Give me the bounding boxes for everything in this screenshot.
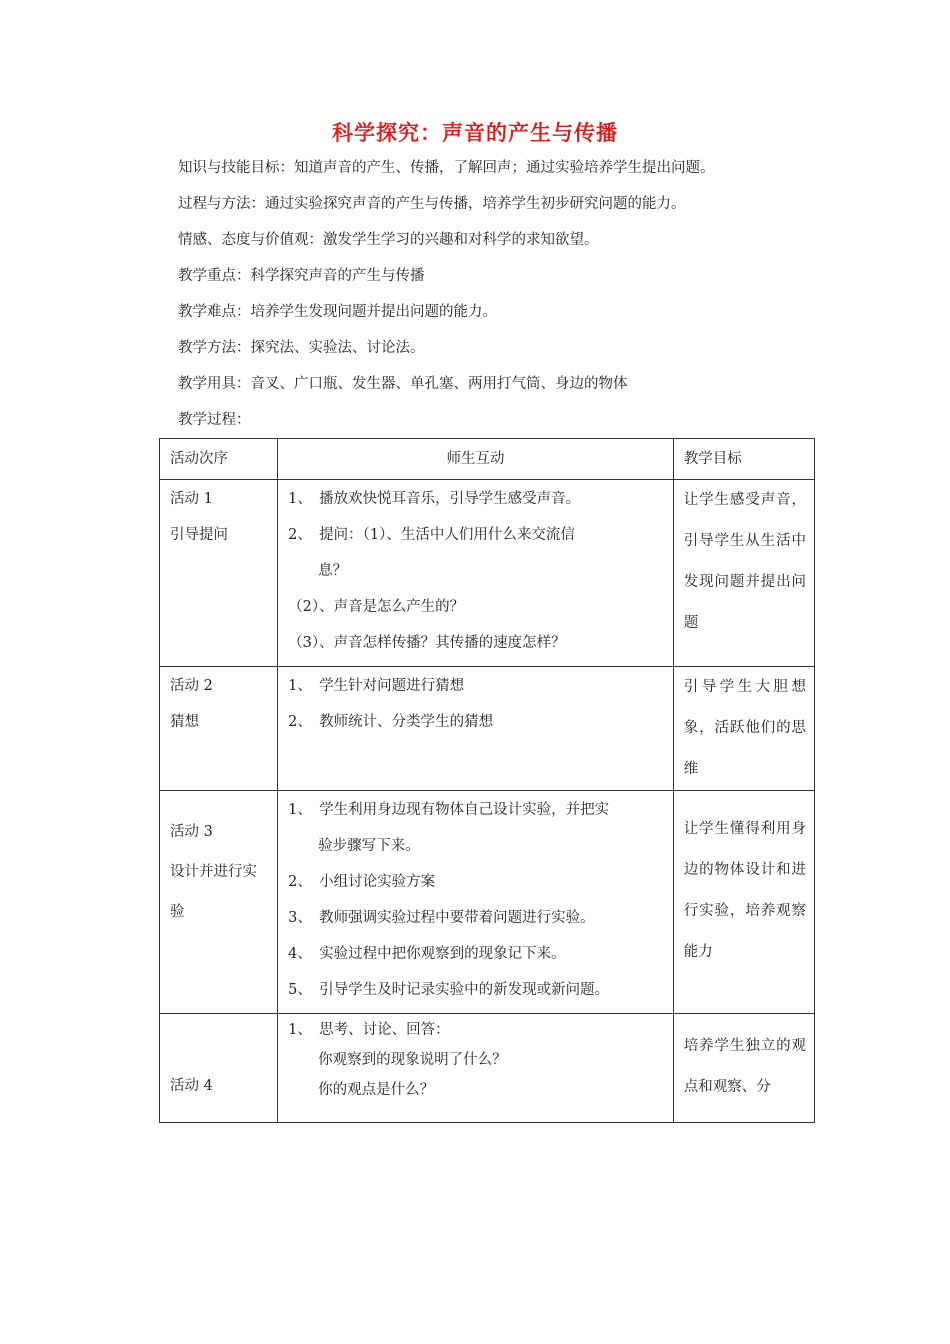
table-row: [160, 667, 815, 791]
table-row: [160, 1014, 815, 1123]
activity-number: 活动 2: [170, 678, 213, 694]
interaction-line: 5、 引导学生及时记录实验中的新发现或新问题。: [288, 982, 610, 998]
activity-cell: [160, 667, 278, 791]
objective-attitude: 情感、态度与价值观：激发学生学习的兴趣和对科学的求知欲望。: [178, 232, 599, 248]
activity-name: 引导提问: [170, 527, 228, 543]
goal-cell: [673, 1014, 814, 1123]
interaction-line: 2、 提问：（1）、生活中人们用什么来交流信: [288, 527, 575, 543]
interaction-line: 你观察到的现象说明了什么？: [318, 1052, 507, 1068]
objective-process: 过程与方法：通过实验探究声音的产生与传播，培养学生初步研究问题的能力。: [178, 196, 686, 212]
teaching-key-point: 教学重点：科学探究声音的产生与传播: [178, 268, 425, 284]
activity-cell: [160, 791, 278, 1014]
goal-cell: [673, 791, 814, 1014]
interaction-cell: [278, 667, 674, 791]
interaction-line: 息？: [318, 563, 348, 579]
goal-cell: [673, 480, 814, 667]
lesson-table: [159, 438, 815, 1123]
objective-knowledge: 知识与技能目标：知道声音的产生、传播，了解回声；通过实验培养学生提出问题。: [178, 160, 715, 176]
header-activity: 活动次序: [160, 439, 278, 480]
table-row: [160, 480, 815, 667]
teaching-difficulty: 教学难点：培养学生发现问题并提出问题的能力。: [178, 304, 497, 320]
interaction-line: 2、 教师统计、分类学生的猜想: [288, 714, 494, 730]
goal-text: 引导学生大胆想象，活跃他们的思维: [683, 679, 806, 777]
goal-text: 培养学生独立的观点和观察、分: [683, 1038, 806, 1095]
interaction-cell: [278, 1014, 674, 1123]
header-goal: 教学目标: [673, 439, 814, 480]
interaction-line: 1、 学生利用身边现有物体自己设计实验，并把实: [288, 802, 610, 818]
table-row: [160, 791, 815, 1014]
activity-name: 设计并进行实: [170, 864, 257, 880]
teaching-method: 教学方法：探究法、实验法、讨论法。: [178, 340, 425, 356]
interaction-line: 1、 学生针对问题进行猜想: [288, 678, 465, 694]
interaction-line: 4、 实验过程中把你观察到的现象记下来。: [288, 946, 566, 962]
activity-name: 猜想: [170, 714, 199, 730]
goal-text: 让学生懂得利用身边的物体设计和进行实验，培养观察能力: [683, 821, 806, 960]
activity-cell: [160, 480, 278, 667]
interaction-line: （2）、声音是怎么产生的？: [288, 599, 465, 615]
interaction-line: 1、 播放欢快悦耳音乐，引导学生感受声音。: [288, 491, 581, 507]
activity-number: 活动 4: [170, 1078, 213, 1094]
activity-cell: [160, 1014, 278, 1123]
header-interaction: 师生互动: [278, 439, 674, 480]
activity-number: 活动 1: [170, 491, 213, 507]
goal-text: 让学生感受声音，引导学生从生活中发现问题并提出问题: [683, 492, 806, 631]
activity-number: 活动 3: [170, 824, 213, 840]
interaction-line: 2、 小组讨论实验方案: [288, 874, 436, 890]
teaching-process-label: 教学过程：: [178, 412, 251, 428]
interaction-line: 1、 思考、讨论、回答：: [288, 1022, 450, 1038]
interaction-line: 3、 教师强调实验过程中要带着问题进行实验。: [288, 910, 595, 926]
activity-name-cont: 验: [170, 904, 185, 920]
page-title: 科学探究：声音的产生与传播: [332, 121, 618, 145]
interaction-cell: [278, 480, 674, 667]
interaction-line: 验步骤写下来。: [318, 838, 420, 854]
interaction-line: （3）、声音怎样传播？其传播的速度怎样？: [288, 635, 566, 651]
goal-cell: [673, 667, 814, 791]
interaction-line: 你的观点是什么？: [318, 1082, 435, 1098]
interaction-cell: [278, 791, 674, 1014]
table-header-row: [160, 439, 815, 480]
teaching-tools: 教学用具：音叉、广口瓶、发生器、单孔塞、两用打气筒、身边的物体: [178, 376, 628, 392]
